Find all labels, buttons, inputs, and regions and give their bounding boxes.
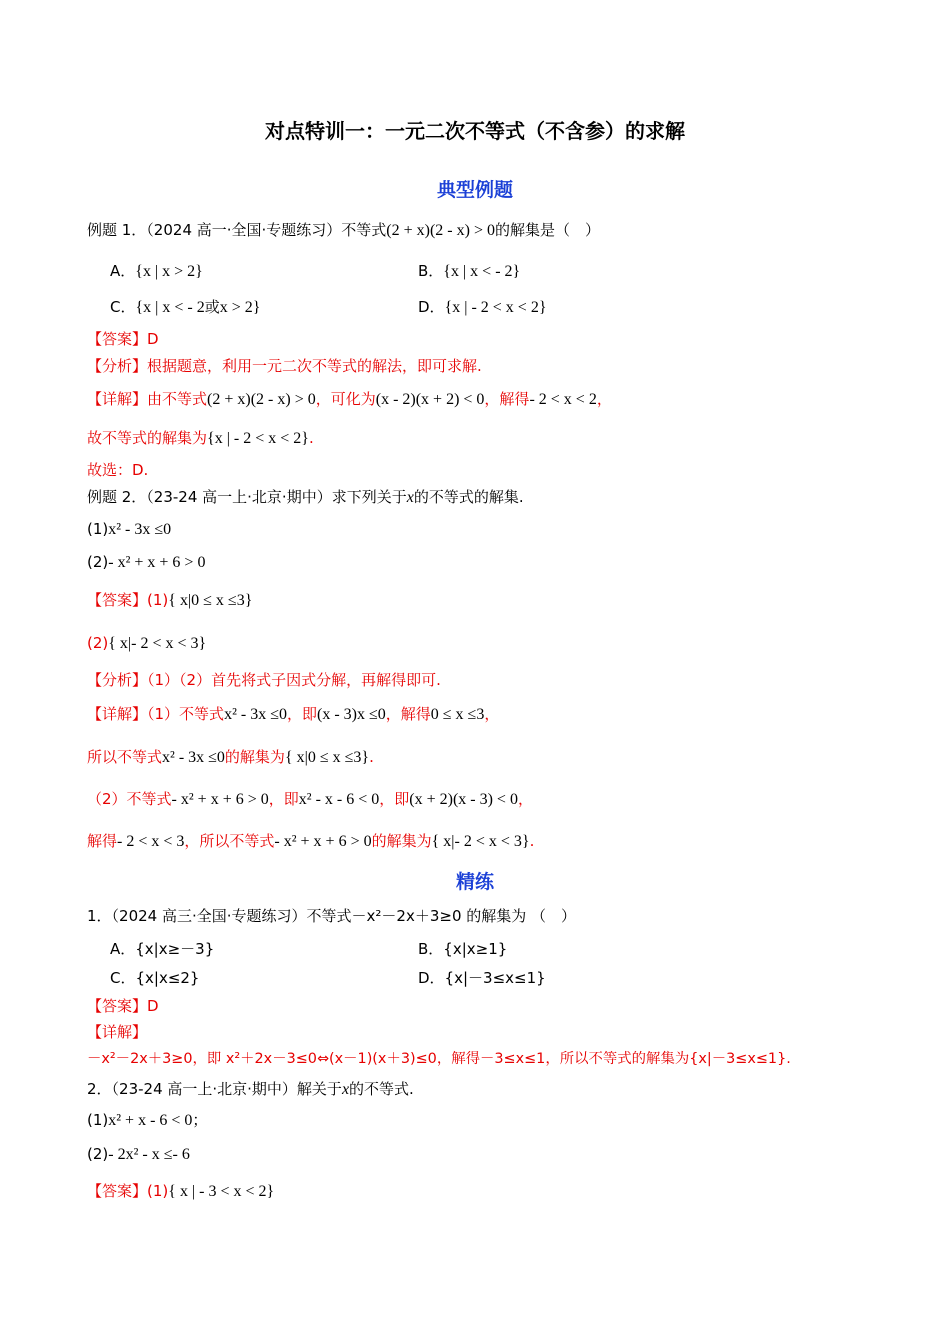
example1-option-d: D．{x | - 2 < x < 2} (418, 298, 547, 316)
practice1-answer: 【答案】D (87, 997, 159, 1015)
example1-option-a: A．{x | x > 2} (110, 262, 203, 280)
example1-analysis: 【分析】根据题意，利用一元二次不等式的解法，即可求解. (87, 357, 482, 375)
practice1-detail: －x²－2x＋3≥0，即 x²＋2x－3≤0⇔(x－1)(x＋3)≤0，解得－3≤x≤1，所以不等式的解集为{x|－3≤x≤1}. (87, 1051, 791, 1067)
practice1-option-c: C．{x|x≤2} (110, 969, 200, 987)
example2-detail-3: （2）不等式- x² + x + 6 > 0，即x² - x - 6 < 0，即(x + 2)(x - 3) < 0， (87, 790, 533, 808)
example1-detail-line2: 故不等式的解集为{x | - 2 < x < 2}. (87, 429, 314, 447)
example1-stem: 例题 1．（2024 高一·全国·专题练习）不等式(2 + x)(2 - x) > 0的解集是（ ） (87, 221, 600, 239)
practice1-detail-tag: 【详解】 (87, 1023, 148, 1041)
practice1-stem: 1．（2024 高三·全国·专题练习）不等式－x²－2x＋3≥0 的解集为 （ ） (87, 907, 577, 925)
practice1-option-d: D．{x|－3≤x≤1} (418, 969, 546, 987)
practice2-question-2: (2)- 2x² - x ≤- 6 (87, 1145, 190, 1163)
example1-choose: 故选：D. (87, 461, 149, 479)
page-title: 对点特训一：一元二次不等式（不含参）的求解 (265, 119, 685, 143)
example1-detail: 【详解】由不等式(2 + x)(2 - x) > 0，可化为(x - 2)(x + 2) < 0，解得- 2 < x < 2， (87, 390, 612, 408)
example1-stem-math: (2 + x)(2 - x) > 0 (386, 222, 495, 239)
practice2-question-1: (1)x² + x - 6 < 0； (87, 1111, 208, 1129)
example1-answer: 【答案】D (87, 330, 159, 348)
example1-option-b: B．{x | x < - 2} (418, 262, 521, 280)
practice1-option-b: B．{x|x≥1} (418, 940, 508, 958)
example1-option-c: C．{x | x < - 2或x > 2} (110, 298, 261, 316)
example2-answer-1: 【答案】(1){ x|0 ≤ x ≤3} (87, 591, 253, 609)
practice2-answer-1: 【答案】(1){ x | - 3 < x < 2} (87, 1182, 275, 1200)
example2-analysis: 【分析】（1）（2）首先将式子因式分解，再解得即可. (87, 671, 441, 689)
example2-detail-2: 所以不等式x² - 3x ≤0的解集为{ x|0 ≤ x ≤3}. (87, 748, 374, 766)
example2-question-1: (1)x² - 3x ≤0 (87, 520, 172, 538)
example2-question-2: (2)- x² + x + 6 > 0 (87, 553, 206, 571)
example2-detail-1: 【详解】（1）不等式x² - 3x ≤0，即(x - 3)x ≤0，解得0 ≤ x ≤3， (87, 705, 500, 723)
example2-detail-4: 解得- 2 < x < 3，所以不等式- x² + x + 6 > 0的解集为{ x|- 2 < x < 3}. (87, 832, 535, 850)
practice2-stem: 2．（23-24 高一上·北京·期中）解关于x的不等式. (87, 1080, 414, 1098)
example2-stem: 例题 2．（23-24 高一上·北京·期中）求下列关于x的不等式的解集. (87, 488, 524, 506)
practice1-option-a: A．{x|x≥－3} (110, 940, 215, 958)
section-heading-examples: 典型例题 (436, 179, 513, 201)
section-heading-practice: 精练 (455, 871, 494, 893)
example2-answer-2: (2){ x|- 2 < x < 3} (87, 634, 207, 652)
